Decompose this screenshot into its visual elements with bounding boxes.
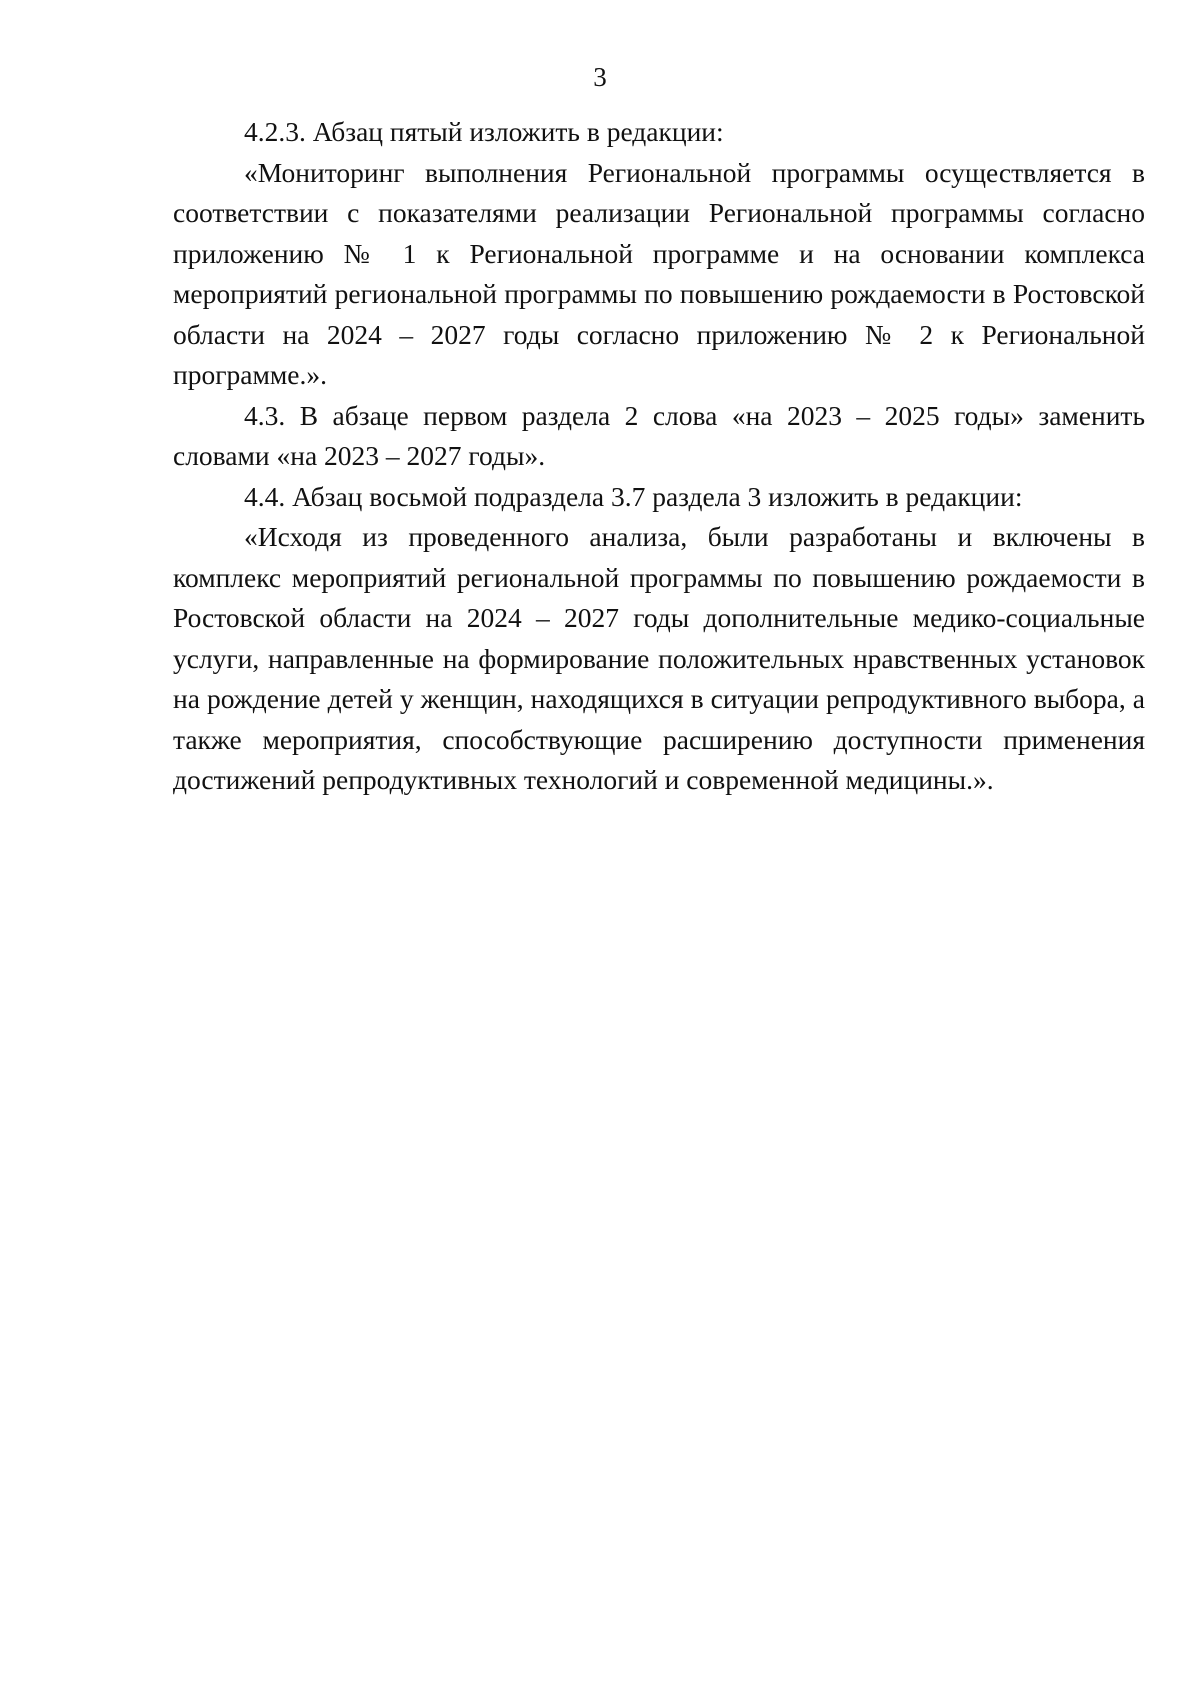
paragraph-analysis-text: «Исходя из проведенного анализа, были разработаны и включены в комплекс мероприятий региональной программы по повышению рождаемости в Ростовской области на 2024 – 2027 годы дополнительные медико-социальные услуги, направленные на формирование положительных нравственных установок на рождение детей у женщин, находящихся в ситуации репродуктивного выбора, а также мероприятия, способствующие расширению доступности применения достижений репродуктивных технологий и современной медицины.». xyxy=(173,521,1145,795)
paragraph-4-3: 4.3. В абзаце первом раздела 2 слова «на 2023 – 2025 годы» заменить словами «на 2023 – 2027 годы». xyxy=(173,399,1145,471)
document-body xyxy=(173,112,1145,801)
paragraph-monitoring-text: «Мониторинг выполнения Региональной программы осуществляется в соответствии с показателями реализации Региональной программы согласно приложению № 1 к Региональной программе и на основании комплекса мероприятий региональной программы по повышению рождаемости в Ростовской области на 2024 – 2027 годы согласно приложению № 2 к Региональной программе.». xyxy=(173,156,1145,390)
page-number: 3 xyxy=(593,62,607,92)
paragraph-4-4-heading: 4.4. Абзац восьмой подраздела 3.7 раздела 3 изложить в редакции: xyxy=(244,480,1023,512)
paragraph-4-2-3-heading: 4.2.3. Абзац пятый изложить в редакции: xyxy=(244,116,724,147)
